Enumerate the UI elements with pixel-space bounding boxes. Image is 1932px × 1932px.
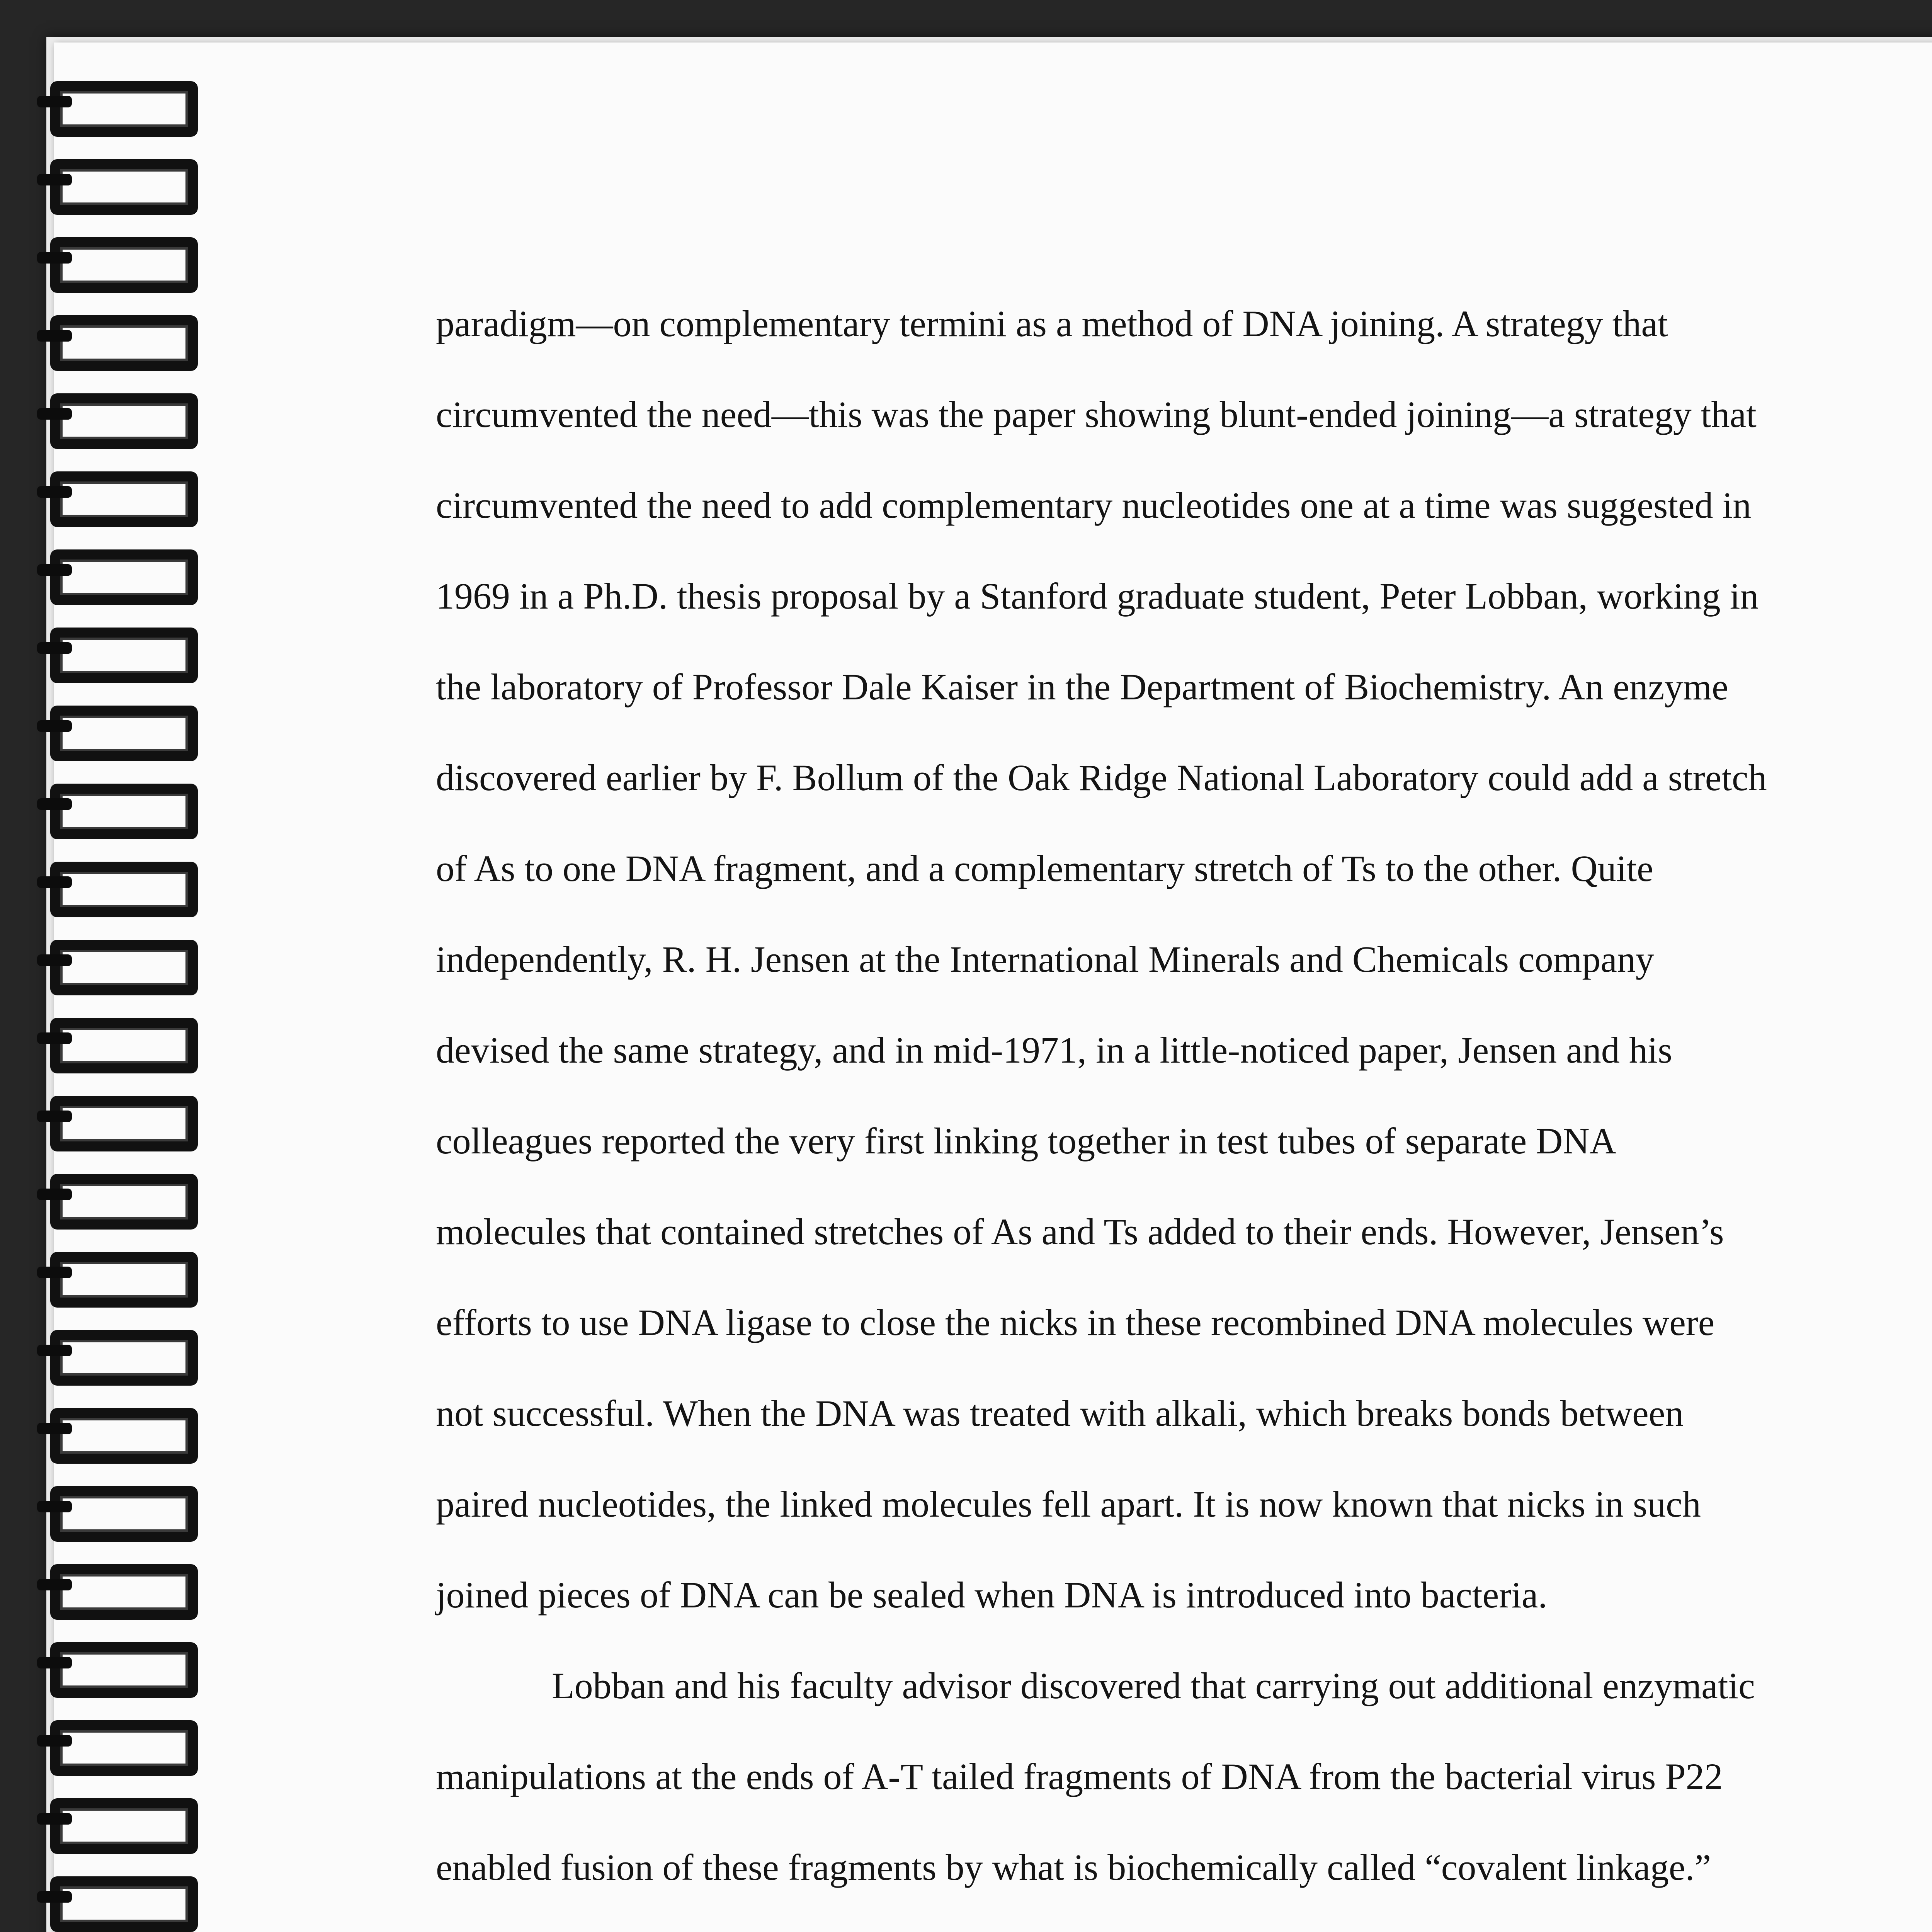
text-line: colleagues reported the very first linking together in test tubes of separate DNA <box>436 1120 1617 1162</box>
text-line: of As to one DNA fragment, and a complementary stretch of Ts to the other. Quite <box>436 848 1653 889</box>
binding-coil <box>50 940 198 995</box>
spiral-binding <box>0 0 185 1932</box>
text-line: paired nucleotides, the linked molecules fell apart. It is now known that nicks in such <box>436 1483 1701 1525</box>
binding-coil <box>50 706 198 761</box>
binding-coil <box>50 81 198 137</box>
binding-coil <box>50 471 198 527</box>
binding-coil <box>50 1018 198 1073</box>
binding-coil <box>50 1798 198 1854</box>
text-line: the laboratory of Professor Dale Kaiser in the Department of Biochemistry. An enzyme <box>436 666 1728 707</box>
text-line: 1969 in a Ph.D. thesis proposal by a Stanford graduate student, Peter Lobban, working in <box>436 575 1759 617</box>
binding-coil <box>50 1330 198 1386</box>
binding-coil <box>50 1486 198 1542</box>
binding-coil <box>50 1564 198 1620</box>
binding-coil <box>50 784 198 839</box>
binding-coil <box>50 1252 198 1308</box>
text-line: efforts to use DNA ligase to close the nicks in these recombined DNA molecules were <box>436 1302 1715 1343</box>
binding-coil <box>50 393 198 449</box>
binding-coil <box>50 315 198 371</box>
text-line: Lobban and his faculty advisor discovered that carrying out additional enzymatic <box>552 1665 1755 1706</box>
binding-coil <box>50 237 198 293</box>
binding-coil <box>50 549 198 605</box>
text-line: manipulations at the ends of A-T tailed fragments of DNA from the bacterial virus P22 <box>436 1756 1723 1797</box>
text-line: joined pieces of DNA can be sealed when DNA is introduced into bacteria. <box>436 1574 1548 1616</box>
binding-coil <box>50 1096 198 1151</box>
binding-coil <box>50 862 198 917</box>
text-line: discovered earlier by F. Bollum of the Oak Ridge National Laboratory could add a stretch <box>436 757 1767 798</box>
text-line: independently, R. H. Jensen at the International Minerals and Chemicals company <box>436 939 1654 980</box>
text-line: circumvented the need—this was the paper showing blunt-ended joining—a strategy that <box>436 394 1757 435</box>
binding-coil <box>50 159 198 215</box>
binding-coil <box>50 1174 198 1230</box>
binding-coil <box>50 1642 198 1698</box>
text-line: paradigm—on complementary termini as a method of DNA joining. A strategy that <box>436 303 1668 344</box>
text-line: devised the same strategy, and in mid-1971, in a little-noticed paper, Jensen and his <box>436 1029 1672 1071</box>
text-line: enabled fusion of these fragments by what is biochemically called “covalent linkage.” <box>436 1847 1711 1888</box>
binding-coil <box>50 628 198 683</box>
binding-coil <box>50 1876 198 1932</box>
text-line: not successful. When the DNA was treated with alkali, which breaks bonds between <box>436 1393 1684 1434</box>
binding-coil <box>50 1408 198 1464</box>
text-line: molecules that contained stretches of As and Ts added to their ends. However, Jensen’s <box>436 1211 1724 1252</box>
binding-coil <box>50 1720 198 1776</box>
text-line: circumvented the need to add complementary nucleotides one at a time was suggested in <box>436 485 1752 526</box>
